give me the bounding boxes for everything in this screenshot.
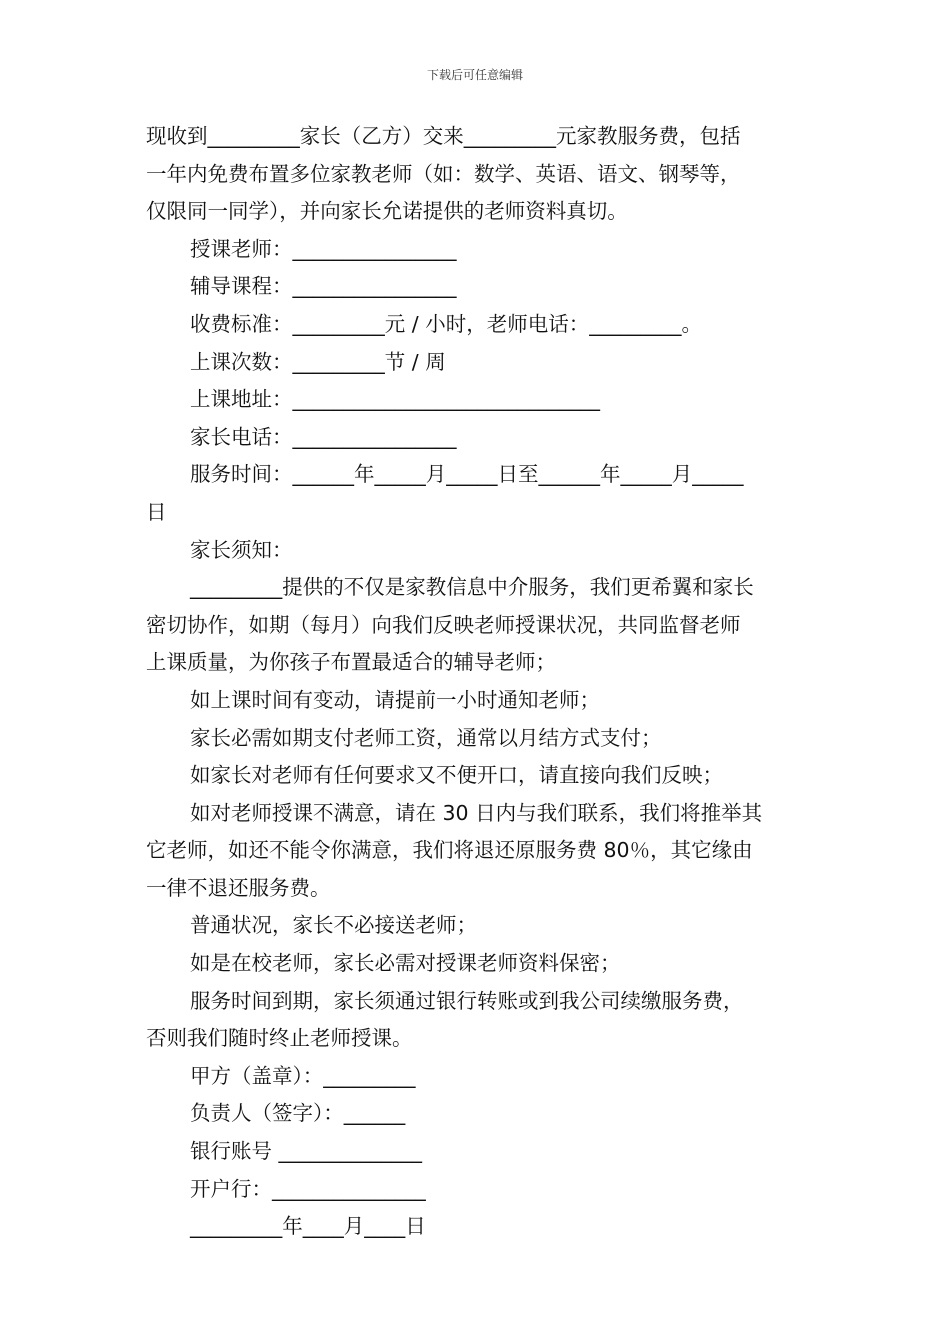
text-line: 上课质量，为你孩子布置最适合的辅导老师； — [146, 650, 556, 675]
page-header: 下载后可任意编辑 — [426, 68, 523, 82]
field-address: 上课地址：______________________________ — [190, 387, 600, 412]
text-line: 一年内免费布置多位家教老师（如：数学、英语、语文、钢琴等， — [146, 161, 741, 186]
text-line: _________提供的不仅是家教信息中介服务，我们更希翼和家长 — [190, 575, 754, 600]
field-bank-branch: 开户行：_______________ — [190, 1176, 426, 1201]
text-line: 它老师，如还不能令你满意，我们将退还原服务费 80％，其它缘由 — [146, 838, 753, 863]
notice-item: 普通状况，家长不必接送老师； — [190, 913, 477, 938]
field-bank-account: 银行账号 ______________ — [190, 1139, 423, 1164]
notice-item: 如家长对老师有任何要求又不便开口，请直接向我们反映； — [190, 763, 723, 788]
text-line: 否则我们随时终止老师授课。 — [146, 1026, 413, 1051]
field-service-time: 服务时间：______年_____月_____日至______年_____月_____ — [190, 462, 744, 487]
field-signatory: 负责人（签字）：______ — [190, 1101, 406, 1126]
field-parent-phone: 家长电话：________________ — [190, 424, 457, 449]
document-body — [146, 118, 810, 1246]
field-party-a-seal: 甲方（盖章）：_________ — [190, 1063, 416, 1088]
notice-item: 如上课时间有变动，请提前一小时通知老师； — [190, 687, 600, 712]
text-line: 日 — [146, 499, 167, 524]
text-line: 现收到_________家长（乙方）交来_________元家教服务费，包括 — [146, 124, 741, 148]
field-date: _________年____月____日 — [190, 1214, 426, 1239]
notice-item: 服务时间到期，家长须通过银行转账或到我公司续缴服务费， — [190, 988, 744, 1013]
text-line: 一律不退还服务费。 — [146, 875, 331, 900]
notice-item: 如对老师授课不满意，请在 30 日内与我们联系，我们将推举其 — [190, 800, 763, 825]
field-fee: 收费标准：_________元 / 小时，老师电话：_________。 — [190, 311, 702, 336]
notice-item: 如是在校老师，家长必需对授课老师资料保密； — [190, 951, 621, 976]
section-heading: 家长须知： — [190, 537, 293, 562]
text-line: 仅限同一同学），并向家长允诺提供的老师资料真切。 — [146, 199, 628, 224]
field-sessions: 上课次数：_________节 / 周 — [190, 349, 446, 374]
field-course: 辅导课程：________________ — [190, 274, 457, 299]
text-line: 密切协作，如期（每月）向我们反映老师授课状况，共同监督老师 — [146, 612, 741, 637]
field-teacher: 授课老师：________________ — [190, 236, 457, 261]
notice-item: 家长必需如期支付老师工资，通常以月结方式支付； — [190, 725, 662, 750]
